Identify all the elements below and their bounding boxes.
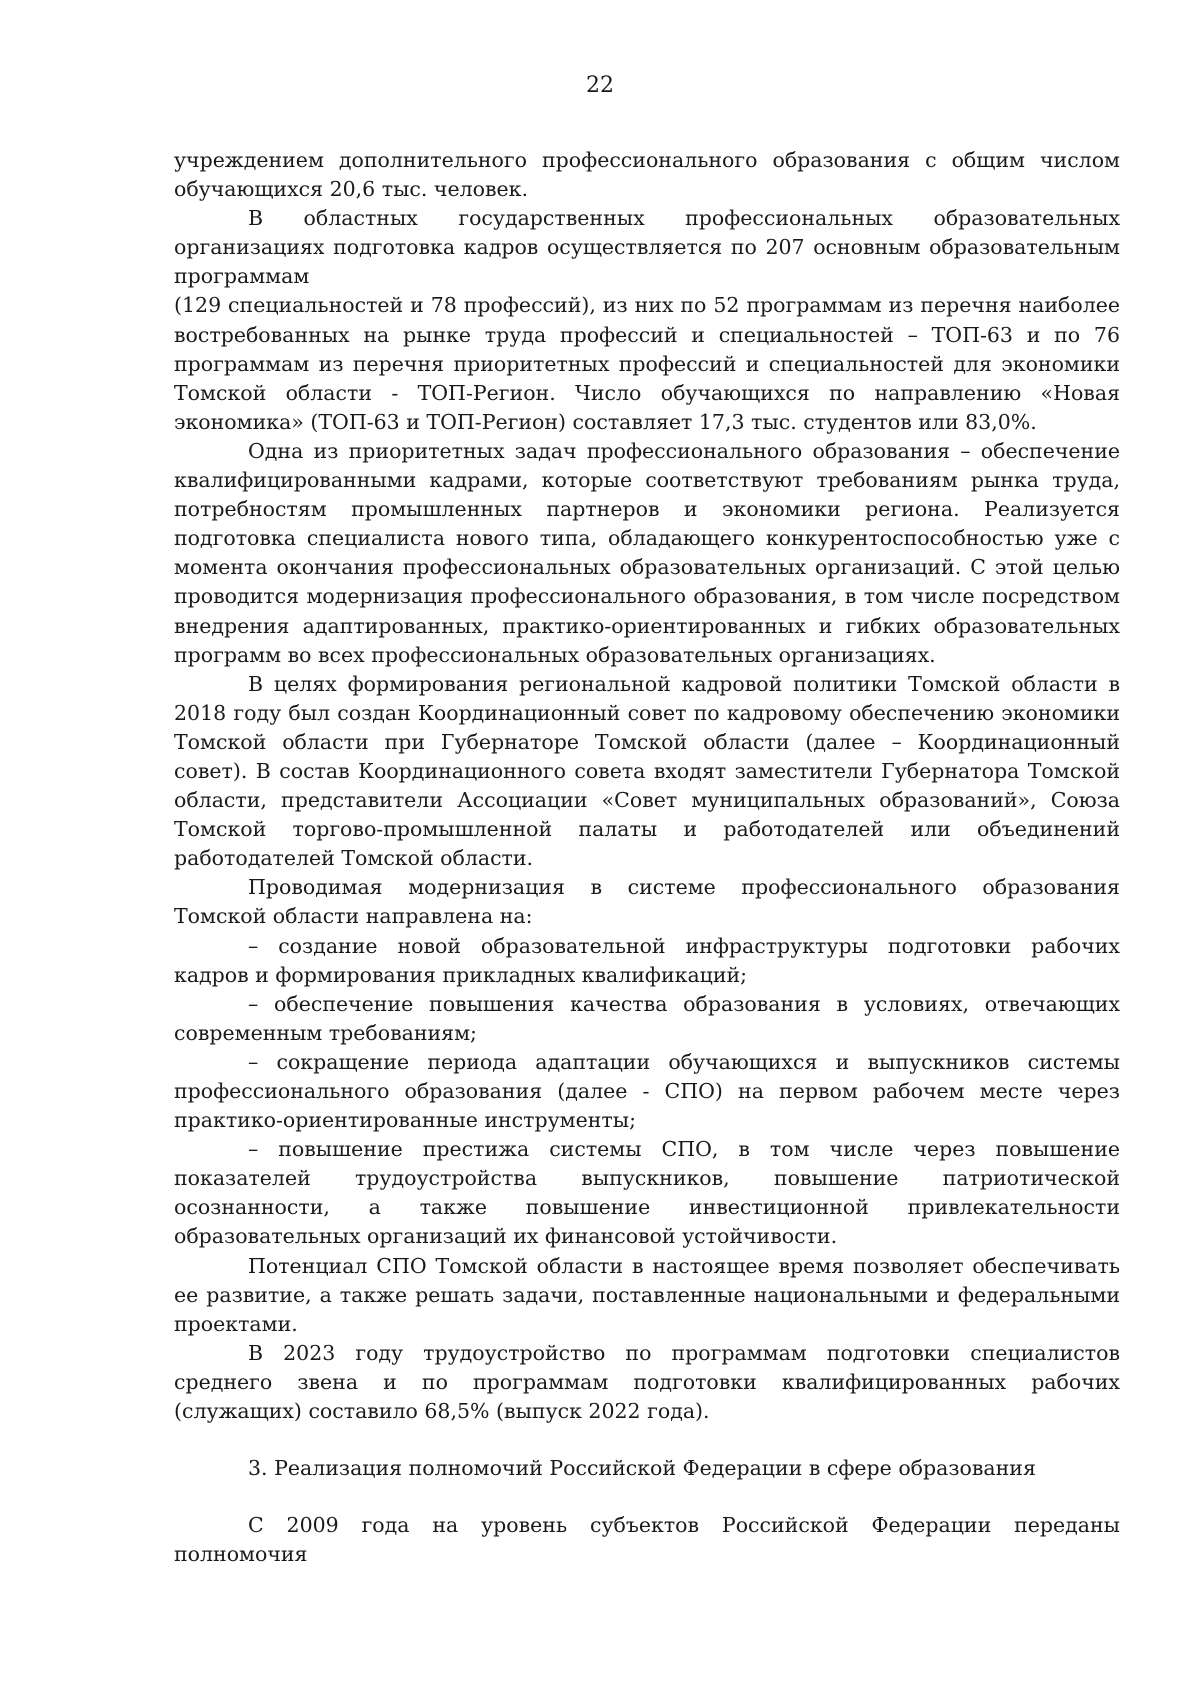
paragraph-5: В целях формирования региональной кадровой политики Томской области в 2018 году был создан Координационный совет по кадровому обеспечению экономики Томской области при Губернаторе Томской области (далее – Координационный совет). В состав Координационного совета входят заместители Губернатора Томской области, представители Ассоциации «Совет муниципальных образований», Союза Томской торгово-промышленной палаты и работодателей или объединений работодателей Томской области. [174, 671, 1120, 871]
paragraph-7: Потенциал СПО Томской области в настоящее время позволяет обеспечивать ее развитие, а также решать задачи, поставленные национальными и федеральными проектами. [174, 1253, 1120, 1336]
page-number: 22 [586, 73, 614, 98]
paragraph-4: Одна из приоритетных задач профессионального образования – обеспечение квалифицированными кадрами, которые соответствуют требованиям рынка труда, потребностям промышленных партнеров и экономики региона. Реализуется подготовка специалиста нового типа, обладающего конкурентоспособностью уже с момента окончания профессиональных образовательных организаций. С этой целью проводится модернизация профессионального образования, в том числе посредством внедрения адаптированных, практико-ориентированных и гибких образовательных программ во всех профессиональных образовательных организациях. [174, 438, 1120, 667]
list-item-3: – сокращение периода адаптации обучающихся и выпускников системы профессионального образования (далее - СПО) на первом рабочем месте через практико-ориентированные инструменты; [174, 1049, 1120, 1133]
section-heading: 3. Реализация полномочий Российской Федерации в сфере образования [248, 1456, 1036, 1481]
paragraph-2: В областных государственных профессиональных образовательных организациях подготовка кадров осуществляется по 207 основным образовательным программам [174, 206, 1120, 289]
paragraph-8: В 2023 году трудоустройство по программам подготовки специалистов среднего звена и по программам подготовки квалифицированных рабочих (служащих) составило 68,5% (выпуск 2022 года). [174, 1340, 1120, 1424]
paragraph-6: Проводимая модернизация в системе профессионального образования Томской области направлена на: [174, 875, 1120, 929]
list-item-4: – повышение престижа системы СПО, в том числе через повышение показателей трудоустройства выпускников, повышение патриотической осознанности, а также повышение инвестиционной привлекательности образовательных организаций их финансовой устойчивости. [174, 1137, 1120, 1249]
document-body [174, 146, 1120, 1569]
list-item-1: – создание новой образовательной инфраструктуры подготовки рабочих кадров и формирования прикладных квалификаций; [174, 933, 1120, 987]
paragraph-1: учреждением дополнительного профессионального образования с общим числом обучающихся 20,6 тыс. человек. [174, 148, 1120, 202]
list-item-2: – обеспечение повышения качества образования в условиях, отвечающих современным требованиям; [174, 991, 1120, 1045]
trailing-paragraph: С 2009 года на уровень субъектов Российской Федерации переданы полномочия [174, 1513, 1120, 1567]
paragraph-3: (129 специальностей и 78 профессий), из них по 52 программам из перечня наиболее востребованных на рынке труда профессий и специальностей – ТОП-63 и по 76 программам из перечня приоритетных профессий и специальностей для экономики Томской области - ТОП-Регион. Число обучающихся по направлению «Новая экономика» (ТОП-63 и ТОП-Регион) составляет 17,3 тыс. студентов или 83,0%. [174, 293, 1120, 434]
